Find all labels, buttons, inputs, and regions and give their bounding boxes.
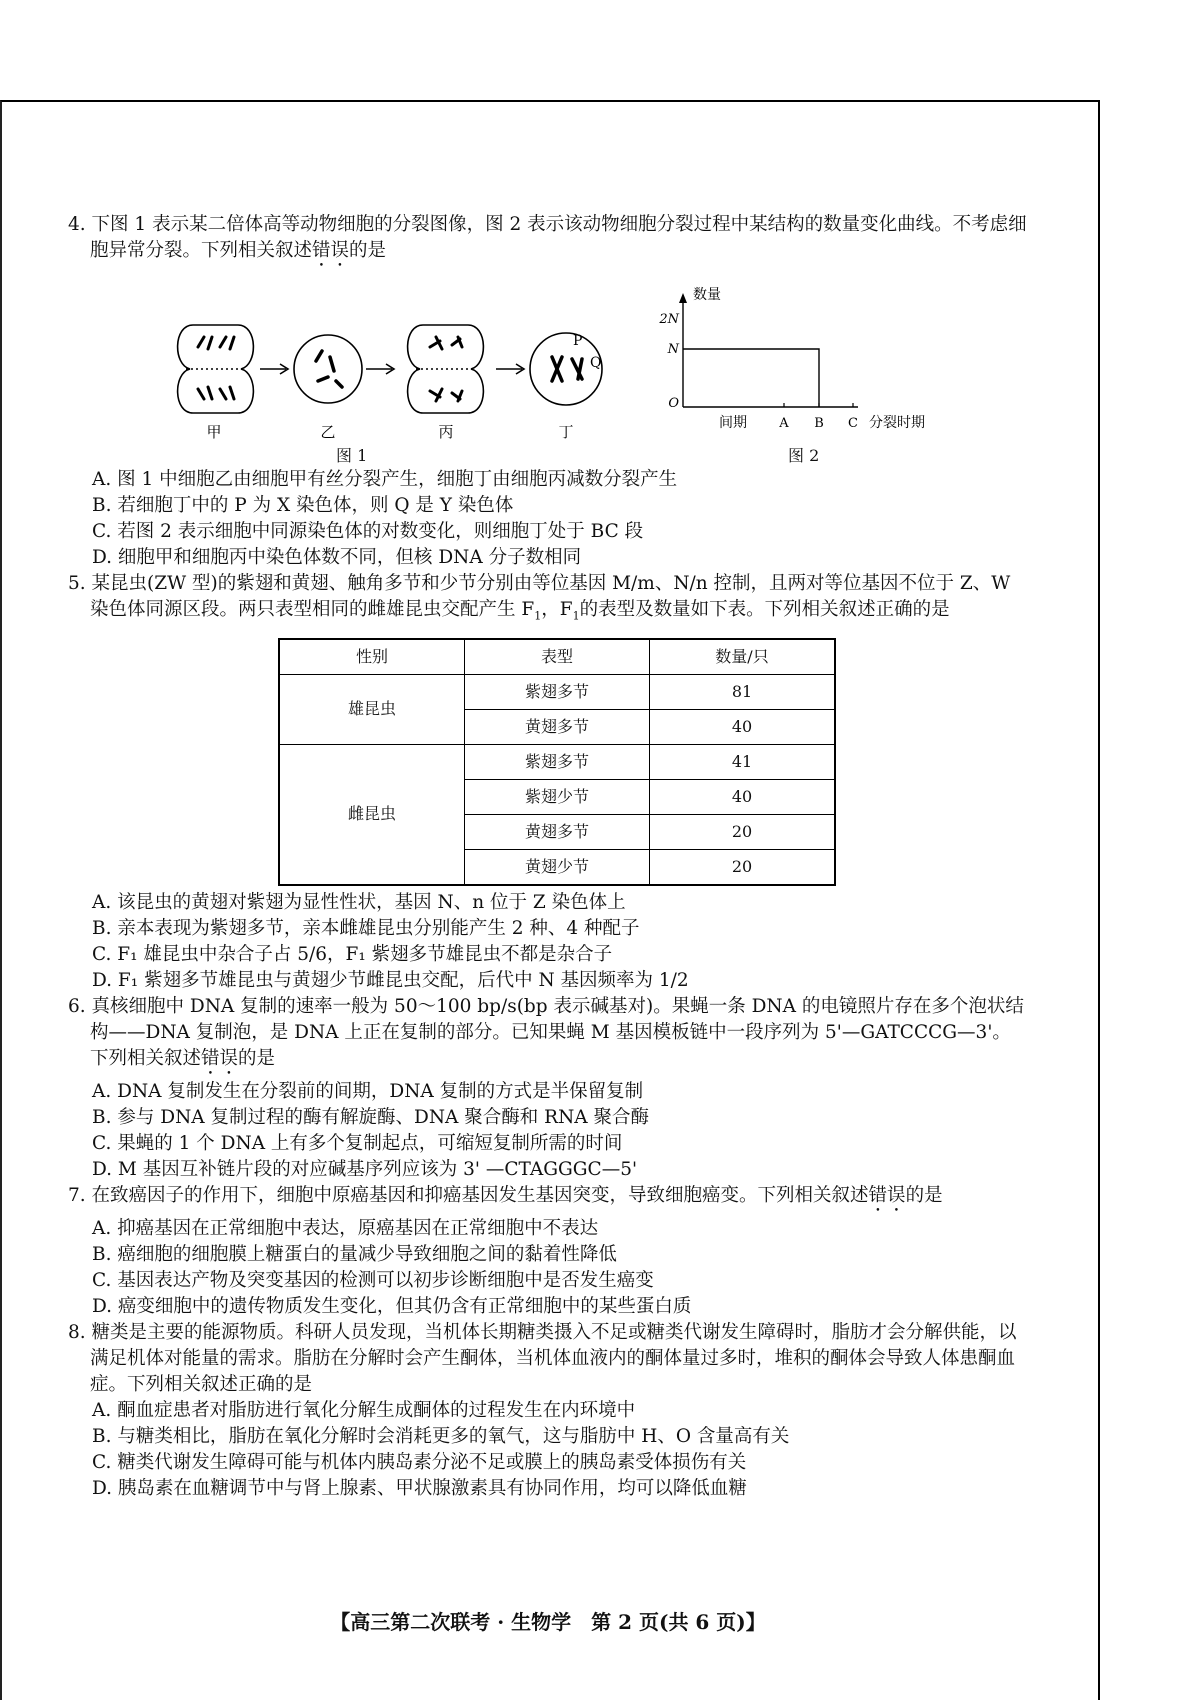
figure-2-caption: 图 2 [788, 446, 820, 465]
label-q: Q [590, 355, 602, 371]
q8-option-c: C. 糖类代谢发生障碍可能与机体内胰岛素分泌不足或膜上的胰岛素受体损伤有关 [92, 1451, 747, 1473]
x-tick-b: B [814, 416, 824, 431]
count-cell: 81 [650, 674, 836, 709]
q6-option-a: A. DNA 复制发生在分裂前的间期，DNA 复制的方式是半保留复制 [92, 1080, 644, 1102]
q7-option-d: D. 癌变细胞中的遗传物质发生变化，但其仍含有正常细胞中的某些蛋白质 [92, 1295, 692, 1317]
sex-cell-male: 雄昆虫 [279, 674, 465, 744]
question-7 [68, 1183, 1028, 1320]
q4-option-a: A. 图 1 中细胞乙由细胞甲有丝分裂产生，细胞丁由细胞丙减数分裂产生 [92, 469, 678, 490]
cell-bing [408, 325, 484, 413]
table-row [279, 744, 835, 779]
q7-option-c: C. 基因表达产物及突变基因的检测可以初步诊断细胞中是否发生癌变 [92, 1269, 654, 1291]
cell-jia [178, 325, 254, 413]
cell-label-yi: 乙 [320, 423, 336, 441]
q8-option-b: B. 与糖类相比，脂肪在氧化分解时会消耗更多的氧气，这与脂肪中 H、O 含量高有关 [92, 1425, 790, 1447]
q5-option-c: C. F₁ 雄昆虫中杂合子占 5/6，F₁ 紫翅多节雄昆虫不都是杂合子 [92, 943, 613, 965]
question-8 [68, 1320, 1028, 1502]
phenotype-cell: 紫翅多节 [465, 674, 650, 709]
q5-option-d: D. F₁ 紫翅多节雄昆虫与黄翅少节雌昆虫交配，后代中 N 基因频率为 1/2 [92, 969, 689, 991]
q5-option-a: A. 该昆虫的黄翅对紫翅为显性性状，基因 N、n 位于 Z 染色体上 [92, 891, 626, 913]
question-5-stem: 5. 某昆虫(ZW 型)的紫翅和黄翅、触角多节和少节分别由等位基因 M/m、N/n 控制，且两对等位基因不位于 Z、W 染色体同源区段。两只表型相同的雌雄昆虫交配产生 $F_1$，$F_1$的表型及数量如下表。下列相关叙述正确的是 [68, 573, 1011, 623]
page-footer: 【高三第二次联考 · 生物学 第 2 页(共 6 页)】 [330, 1610, 766, 1634]
y-tick-o: O [668, 396, 679, 411]
q7-option-b: B. 癌细胞的细胞膜上糖蛋白的量减少导致细胞之间的黏着性降低 [92, 1243, 617, 1265]
x-tick-interphase: 间期 [719, 415, 747, 431]
phenotype-cell: 紫翅多节 [465, 744, 650, 779]
cell-yi [294, 335, 362, 403]
figure-1-caption: 图 1 [336, 446, 368, 465]
q6-option-d: D. M 基因互补链片段的对应碱基序列应该为 3' —CTAGGGC—5' [92, 1158, 638, 1180]
question-6-stem: 6. 真核细胞中 DNA 复制的速率一般为 50～100 bp/s(bp 表示碱基对)。果蝇一条 DNA 的电镜照片存在多个泡状结构——DNA 复制泡，是 DNA 上正在复制的部分。已知果蝇 M 基因模板链中一段序列为 5'—GATCCCG—3'。下列相关叙述错误的是 [68, 995, 1024, 1069]
question-4 [68, 212, 1028, 571]
question-4-figures [68, 277, 1028, 465]
question-4-stem: 4. 下图 1 表示某二倍体高等动物细胞的分裂图像，图 2 表示该动物细胞分裂过程中某结构的数量变化曲线。不考虑细胞异常分裂。下列相关叙述错误的是 [68, 214, 1027, 261]
y-axis-label: 数量 [693, 287, 721, 303]
question-5 [68, 571, 1028, 994]
y-axis-arrow-icon [679, 293, 687, 303]
q4-option-c: C. 若图 2 表示细胞中同源染色体的对数变化，则细胞丁处于 BC 段 [92, 521, 644, 542]
q6-option-b: B. 参与 DNA 复制过程的酶有解旋酶、DNA 聚合酶和 RNA 聚合酶 [92, 1106, 649, 1128]
q5-option-b: B. 亲本表现为紫翅多节，亲本雌雄昆虫分别能产生 2 种、4 种配子 [92, 917, 640, 939]
phenotype-cell: 黄翅多节 [465, 814, 650, 849]
count-cell: 20 [650, 849, 836, 885]
phenotype-table [278, 638, 836, 886]
phenotype-cell: 黄翅多节 [465, 709, 650, 744]
table-header: 表型 [465, 639, 650, 675]
table-header: 性别 [279, 639, 465, 675]
figure-2 [643, 277, 1023, 457]
q8-option-d: D. 胰岛素在血糖调节中与肾上腺素、甲状腺激素具有协同作用，均可以降低血糖 [92, 1477, 747, 1499]
cell-label-ding: 丁 [558, 423, 574, 441]
cell-label-bing: 丙 [438, 423, 454, 441]
q7-option-a: A. 抑癌基因在正常细胞中表达，原癌基因在正常细胞中不表达 [92, 1217, 599, 1239]
count-cell: 41 [650, 744, 836, 779]
question-8-stem: 8. 糖类是主要的能源物质。科研人员发现，当机体长期糖类摄入不足或糖类代谢发生障碍时，脂肪才会分解供能，以满足机体对能量的需求。脂肪在分解时会产生酮体，当机体血液内的酮体量过多时，堆积的酮体会导致人体患酮血症。下列相关叙述正确的是 [68, 1321, 1017, 1395]
label-p: P [573, 333, 583, 349]
question-6 [68, 994, 1028, 1183]
exam-content [68, 212, 1028, 1502]
count-cell: 40 [650, 779, 836, 814]
y-tick-2n: 2N [659, 312, 679, 327]
table-row [279, 674, 835, 709]
count-cell: 40 [650, 709, 836, 744]
x-tick-c: C [848, 416, 858, 431]
question-7-stem: 7. 在致癌因子的作用下，细胞中原癌基因和抑癌基因发生基因突变，导致细胞癌变。下列相关叙述错误的是 [68, 1184, 943, 1206]
q6-option-c: C. 果蝇的 1 个 DNA 上有多个复制起点，可缩短复制所需的时间 [92, 1132, 623, 1154]
cell-label-jia: 甲 [206, 423, 222, 441]
figure-1 [168, 277, 688, 457]
x-tick-a: A [779, 416, 789, 431]
q8-option-a: A. 酮血症患者对脂肪进行氧化分解生成酮体的过程发生在内环境中 [92, 1399, 636, 1421]
q4-option-d: D. 细胞甲和细胞丙中染色体数不同，但核 DNA 分子数相同 [92, 547, 582, 568]
count-cell: 20 [650, 814, 836, 849]
table-header-row [279, 639, 835, 675]
table-header: 数量/只 [650, 639, 836, 675]
x-axis-label: 分裂时期 [869, 415, 925, 431]
sex-cell-female: 雌昆虫 [279, 744, 465, 885]
y-tick-n: N [667, 342, 679, 357]
phenotype-cell: 黄翅少节 [465, 849, 650, 885]
phenotype-cell: 紫翅少节 [465, 779, 650, 814]
q4-option-b: B. 若细胞丁中的 P 为 X 染色体，则 Q 是 Y 染色体 [92, 495, 514, 516]
